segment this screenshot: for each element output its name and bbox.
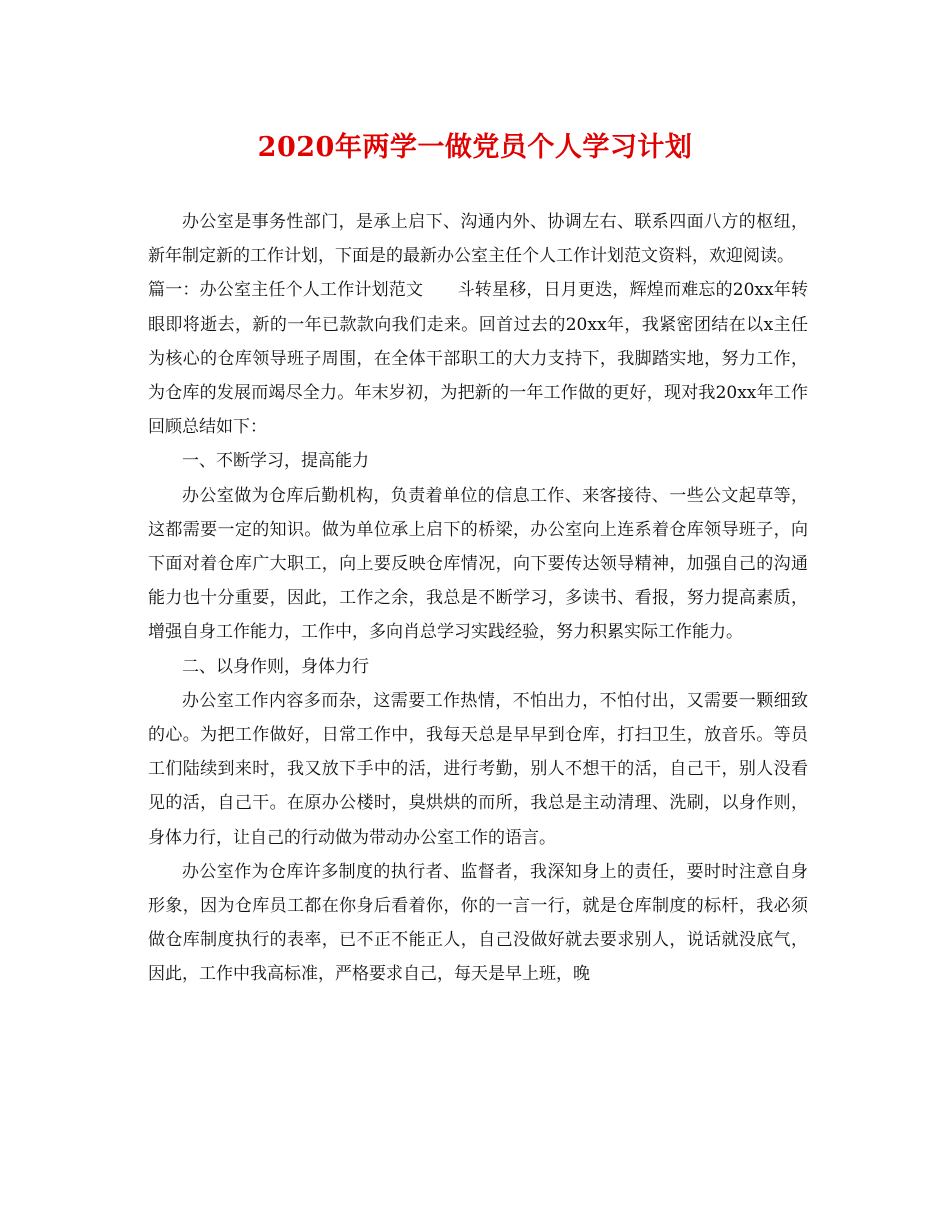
section-heading-1: 一、不断学习，提高能力 (182, 451, 369, 472)
document-body (148, 205, 808, 992)
paragraph-section-1: 办公室做为仓库后勤机构，负责着单位的信息工作、来客接待、一些公文起草等，这都需要一定的知识。做为单位承上启下的桥梁，办公室向上连系着仓库领导班子，向下面对着仓库广大职工，向上要反映仓库情况，向下要传达领导精神，加强自己的沟通能力也十分重要，因此，工作之余，我总是不断学习，多读书、看报，努力提高素质，增强自身工作能力，工作中，多向肖总学习实践经验，努力积累实际工作能力。 (148, 485, 808, 643)
paragraph-intro: 办公室是事务性部门，是承上启下、沟通内外、协调左右、联系四面八方的枢纽，新年制定新的工作计划，下面是的最新办公室主任个人工作计划范文资料，欢迎阅读。 (148, 212, 808, 267)
paragraph-part-one: 篇一：办公室主任个人工作计划范文 斗转星移，日月更迭，辉煌而难忘的20xx年转眼即将逝去，新的一年已款款向我们走来。回首过去的20xx年，我紧密团结在以x主任为核心的仓库领导班子周围，在全体干部职工的大力支持下，我脚踏实地，努力工作，为仓库的发展而竭尽全力。年末岁初，为把新的一年工作做的更好，现对我20xx年工作回顾总结如下： (148, 280, 808, 438)
section-heading-2: 二、以身作则，身体力行 (182, 656, 369, 677)
paragraph-section-2a: 办公室工作内容多而杂，这需要工作热情，不怕出力，不怕付出，又需要一颗细致的心。为把工作做好，日常工作中，我每天总是早早到仓库，打扫卫生，放音乐。等员工们陆续到来时，我又放下手中的活，进行考勤，别人不想干的活，自己干，别人没看见的活，自己干。在原办公楼时，臭烘烘的而所，我总是主动清理、洗刷，以身作则，身体力行，让自己的行动做为带动办公室工作的语言。 (148, 690, 808, 848)
paragraph-section-2b: 办公室作为仓库许多制度的执行者、监督者，我深知身上的责任，要时时注意自身形象，因为仓库员工都在你身后看着你，你的一言一行，就是仓库制度的标杆，我必须做仓库制度执行的表率，已不正不能正人，自己没做好就去要求别人，说话就没底气，因此，工作中我高标准，严格要求自己，每天是早上班，晚 (148, 861, 808, 985)
document-title: 2020年两学一做党员个人学习计划 (257, 132, 693, 163)
